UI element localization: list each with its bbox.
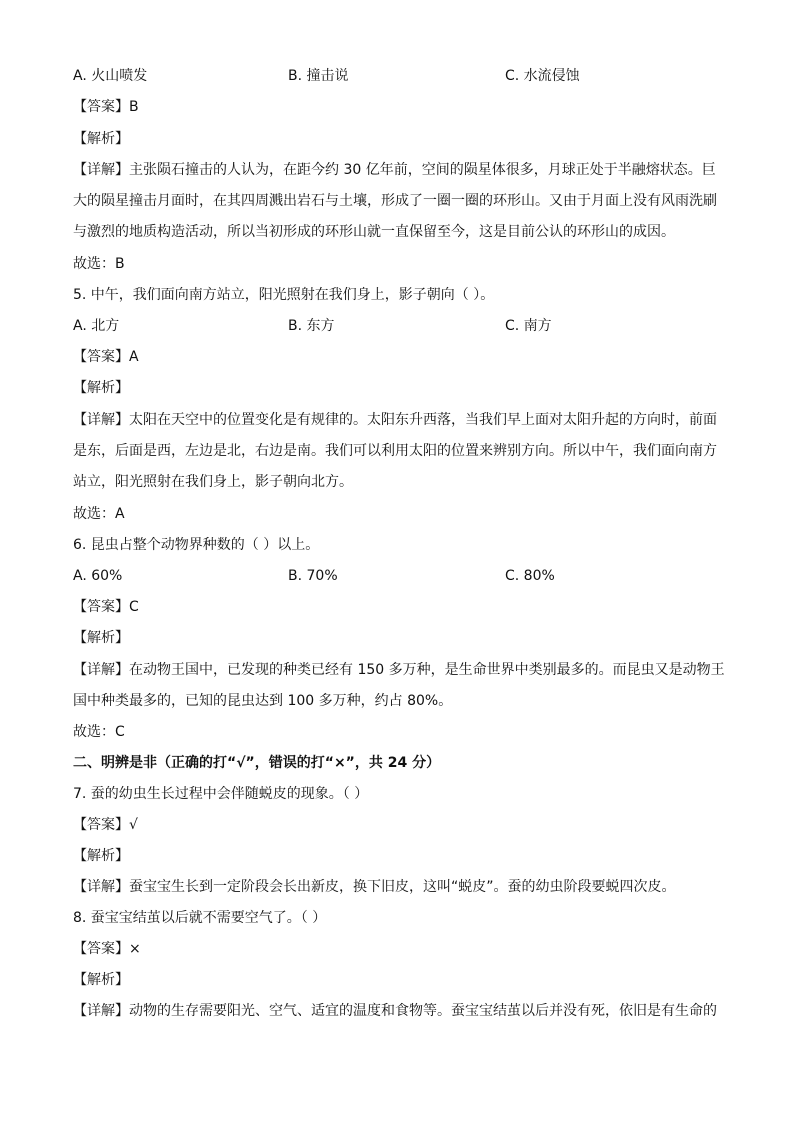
q8-detail: 【详解】动物的生存需要阳光、空气、适宜的温度和食物等。蚕宝宝结茧以后并没有死，依旧是有生命的 (73, 1003, 717, 1019)
q4-options (73, 68, 723, 84)
q7-detail: 【详解】蚕宝宝生长到一定阶段会长出新皮，换下旧皮，这叫“蜕皮”。蚕的幼虫阶段要蜕四次皮。 (73, 879, 676, 895)
q7-question: 7. 蚕的幼虫生长过程中会伴随蜕皮的现象。（ ） (73, 786, 369, 802)
q5-options (73, 318, 723, 334)
q6-detail-line-2: 国中种类最多的，已知的昆虫达到 100 多万种，约占 80%。 (73, 693, 453, 709)
section-heading: 二、明辨是非（正确的打“√”，错误的打“×”，共 24 分） (73, 755, 441, 771)
q8-analysis-label: 【解析】 (73, 972, 129, 988)
q6-answer: 【答案】C (73, 599, 139, 615)
q5-detail-line-1: 【详解】太阳在天空中的位置变化是有规律的。太阳东升西落，当我们早上面对太阳升起的方向时，前面 (73, 412, 717, 428)
q8-answer: 【答案】× (73, 941, 141, 957)
q6-question: 6. 昆虫占整个动物界种数的（ ）以上。 (73, 537, 320, 553)
q4-option-b: B. 撞击说 (288, 68, 349, 84)
q4-analysis-label: 【解析】 (73, 131, 129, 147)
q5-detail-line-2: 是东，后面是西，左边是北，右边是南。我们可以利用太阳的位置来辨别方向。所以中午，我们面向南方 (73, 443, 717, 459)
q6-option-b: B. 70% (288, 568, 338, 584)
q4-answer: 【答案】B (73, 99, 139, 115)
q5-choice: 故选：A (73, 506, 125, 522)
q7-answer: 【答案】√ (73, 817, 138, 833)
q5-question: 5. 中午，我们面向南方站立，阳光照射在我们身上，影子朝向（ ）。 (73, 287, 495, 303)
q5-detail-line-3: 站立，阳光照射在我们身上，影子朝向北方。 (73, 474, 353, 490)
q6-choice: 故选：C (73, 724, 125, 740)
q7-analysis-label: 【解析】 (73, 848, 129, 864)
q5-analysis-label: 【解析】 (73, 380, 129, 396)
q8-question: 8. 蚕宝宝结茧以后就不需要空气了。（ ） (73, 910, 327, 926)
q4-detail-line-2: 大的陨星撞击月面时，在其四周溅出岩石与土壤，形成了一圈一圈的环形山。又由于月面上没有风雨洗刷 (73, 193, 717, 209)
q5-option-b: B. 东方 (288, 318, 335, 334)
q4-option-a: A. 火山喷发 (73, 68, 148, 84)
q4-choice: 故选：B (73, 256, 125, 272)
q6-option-a: A. 60% (73, 568, 123, 584)
q5-option-c: C. 南方 (505, 318, 552, 334)
q6-detail-line-1: 【详解】在动物王国中，已发现的种类已经有 150 多万种，是生命世界中类别最多的。而昆虫又是动物王 (73, 662, 725, 678)
q5-answer: 【答案】A (73, 349, 139, 365)
q6-analysis-label: 【解析】 (73, 630, 129, 646)
q4-detail-line-3: 与激烈的地质构造活动，所以当初形成的环形山就一直保留至今，这是目前公认的环形山的成因。 (73, 224, 675, 240)
q6-option-c: C. 80% (505, 568, 555, 584)
q4-option-c: C. 水流侵蚀 (505, 68, 580, 84)
q5-option-a: A. 北方 (73, 318, 120, 334)
q4-detail-line-1: 【详解】主张陨石撞击的人认为，在距今约 30 亿年前，空间的陨星体很多，月球正处于半融熔状态。巨 (73, 162, 716, 178)
q6-options (73, 568, 723, 584)
